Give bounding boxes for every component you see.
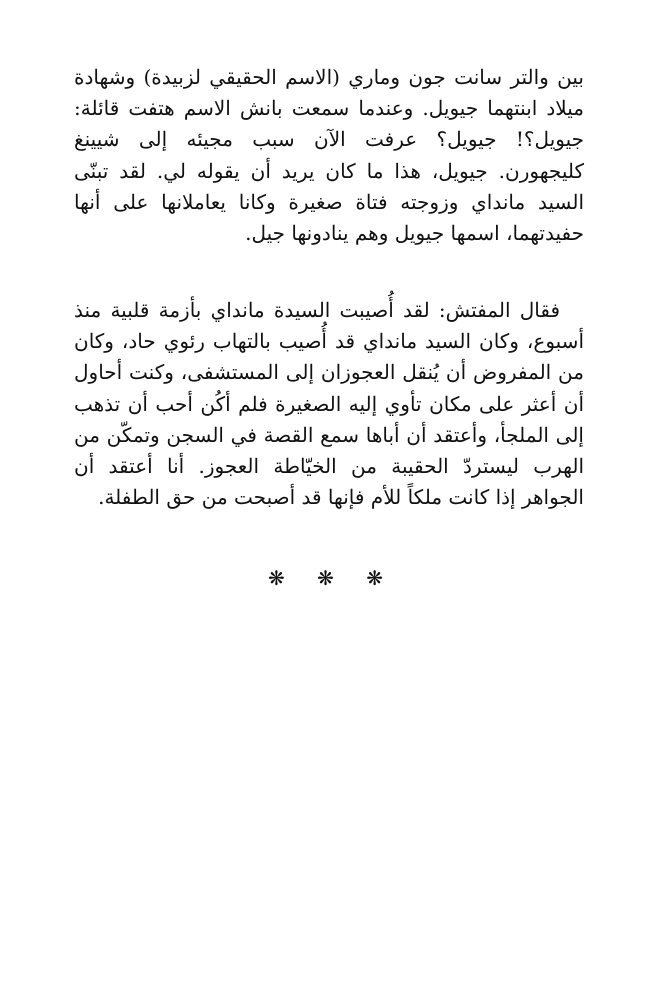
asterism-icon: ❋ <box>317 566 334 590</box>
asterism-icon: ❋ <box>267 566 285 590</box>
asterism-icon: ❋ <box>366 566 383 590</box>
paragraph-2: فقال المفتش: لقد أُصيبت السيدة مانداي بأزمة قلبية منذ أسبوع، وكان السيد مانداي قد أُصيب بالتهاب رئوي حاد، وكان من المفروض أن يُنقل العجوزان إلى المستشفى، وكنت أحاول أن أعثر على مكان تأوي إليه الصغيرة فلم أكُن أحب أن تذهب إلى الملجأ، وأعتقد أن أباها سمع القصة في السجن وتمكّن من الهرب ليستردّ الحقيبة من الخيّاطة العجوز. أنا أعتقد أن الجواهر إذا كانت ملكاً للأم فإنها قد أصبحت من حق الطفلة. <box>74 298 584 510</box>
section-separator <box>0 564 651 592</box>
paragraph-1: بين والتر سانت جون وماري (الاسم الحقيقي لزبيدة) وشهادة ميلاد ابنتهما جيويل. وعندما سمعت بانش الاسم هتفت قائلة: جيويل؟! جيويل؟ عرفت الآن سبب مجيئه إلى شيينغ كليجهورن. جيويل، هذا ما كان يريد أن يقوله لي. لقد تبنّى السيد مانداي وزوجته فتاة صغيرة وكانا يعاملانها على أنها حفيدتهما، اسمها جيويل وهم ينادونها جيل. <box>74 65 584 246</box>
